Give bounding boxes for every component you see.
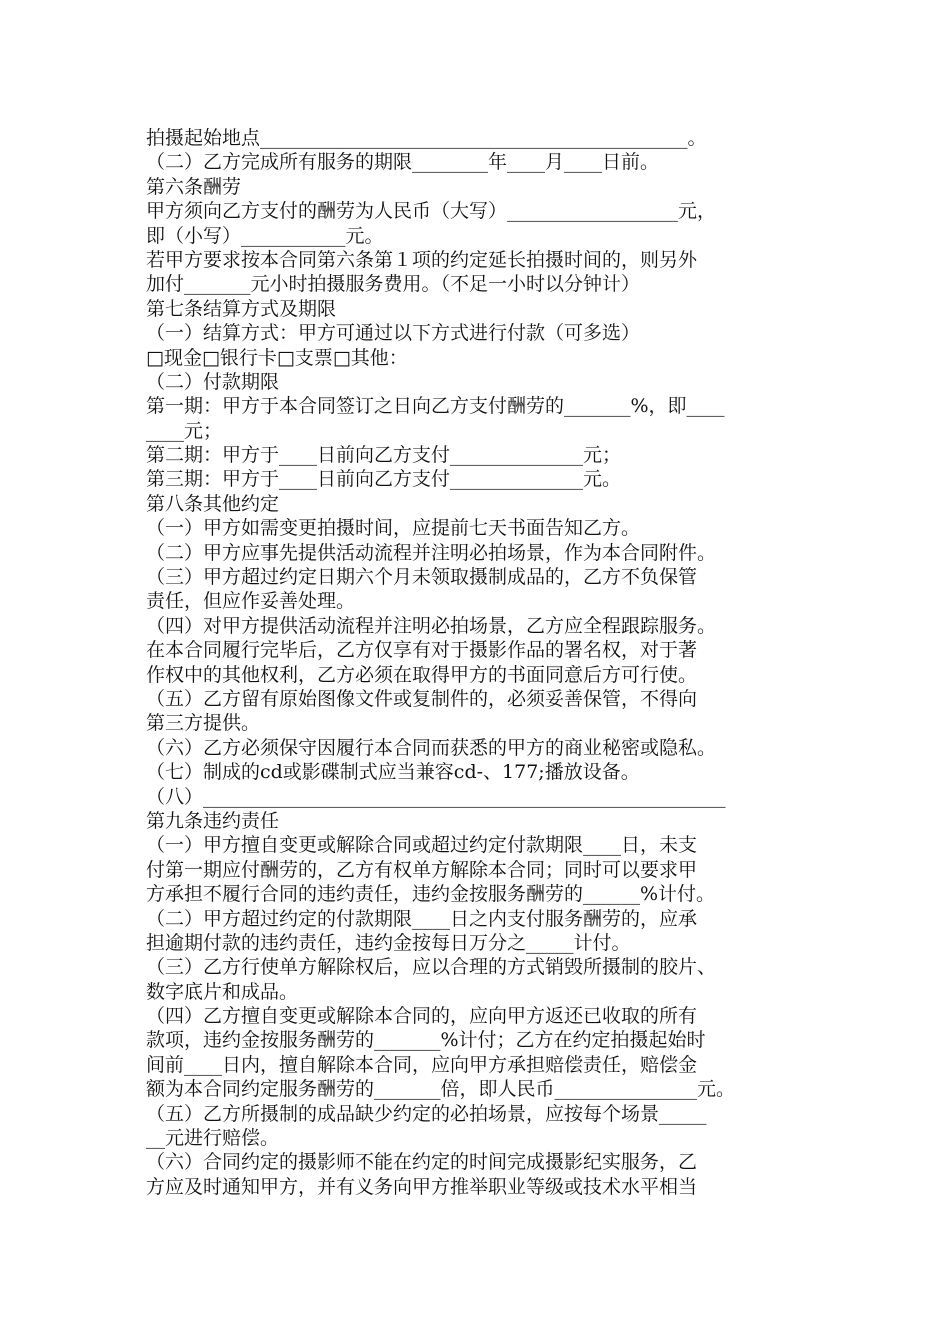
text-line: （三）乙方行使单方解除权后，应以合理的方式销毁所摄制的胶片、 (146, 956, 717, 979)
text-line: 第三方提供。 (146, 712, 261, 735)
text-line: 责任，但应作妥善处理。 (146, 590, 356, 613)
text-line: （五）乙方所摄制的成品缺少约定的必拍场景，应按每个场景_____ (146, 1102, 707, 1125)
text-line: （六）合同约定的摄影师不能在约定的时间完成摄影纪实服务，乙 (146, 1151, 698, 1174)
text-line: 加付_______元小时拍摄服务费用。（不足一小时以分钟计） (146, 273, 641, 296)
text-line: 作权中的其他权利，乙方必须在取得甲方的书面同意后方可行使。 (146, 663, 698, 686)
text-line: （二）付款期限 (146, 370, 280, 393)
text-line: （四）对甲方提供活动流程并注明必拍场景，乙方应全程跟踪服务。 (146, 614, 717, 637)
text-line: 拍摄起始地点_____________________________________________。 (146, 127, 707, 149)
text-line: （八）_______________________________________________________ (146, 785, 726, 808)
text-line: （三）甲方超过约定日期六个月未领取摄制成品的，乙方不负保管 (146, 566, 698, 589)
text-line: 额为本合同约定服务酬劳的_______倍，即人民币_______________元。 (146, 1078, 736, 1101)
text-line: （五）乙方留有原始图像文件或复制件的，必须妥善保管，不得向 (146, 687, 698, 710)
payment-options-line: □现金□银行卡□支票□其他： (146, 346, 408, 369)
text-line: 第三期：甲方于____日前向乙方支付______________元。 (146, 468, 622, 491)
text-line: 间前____日内，擅自解除本合同，应向甲方承担赔偿责任，赔偿金 (146, 1053, 698, 1076)
text-line: 即（小写）___________元。 (146, 224, 384, 247)
text-line: （二）乙方完成所有服务的期限________年____月____日前。 (146, 151, 660, 174)
text-line: （二）甲方超过约定的付款期限____日之内支付服务酬劳的，应承 (146, 907, 698, 930)
text-line: 第二期：甲方于____日前向乙方支付______________元； (146, 444, 622, 467)
text-line: 方应及时通知甲方，并有义务向甲方推举职业等级或技术水平相当 (146, 1175, 698, 1198)
section-heading: 第九条违约责任 (146, 809, 280, 832)
text-line: 付第一期应付酬劳的，乙方有权单方解除本合同；同时可以要求甲 (146, 858, 698, 881)
text-line: （一）甲方擅自变更或解除合同或超过约定付款期限____日，未支 (146, 834, 698, 857)
text-line: （二）甲方应事先提供活动流程并注明必拍场景，作为本合同附件。 (146, 541, 717, 564)
text-line: （一）甲方如需变更拍摄时间，应提前七天书面告知乙方。 (146, 517, 641, 540)
text-line: 甲方须向乙方支付的酬劳为人民币（大写）__________________元， (146, 200, 717, 223)
section-heading: 第八条其他约定 (146, 492, 280, 515)
text-line: 数字底片和成品。 (146, 980, 299, 1003)
text-line: （一）结算方式：甲方可通过以下方式进行付款（可多选） (146, 322, 641, 345)
text-line: 方承担不履行合同的违约责任，违约金按服务酬劳的______%计付。 (146, 883, 716, 906)
section-heading: 第七条结算方式及期限 (146, 297, 337, 320)
text-line: 款项，违约金按服务酬劳的_______%计付；乙方在约定拍摄起始时 (146, 1029, 706, 1052)
text-line: __元进行赔偿。 (146, 1127, 280, 1150)
text-line: 在本合同履行完毕后，乙方仅享有对于摄影作品的署名权，对于著 (146, 639, 698, 662)
text-line: ____元； (146, 419, 223, 442)
text-line: 若甲方要求按本合同第六条第１项的约定延长拍摄时间的，则另外 (146, 248, 698, 271)
section-heading: 第六条酬劳 (146, 175, 242, 198)
contract-page (146, 126, 826, 1199)
text-line: （四）乙方擅自变更或解除本合同的，应向甲方返还已收取的所有 (146, 1005, 698, 1028)
text-line: 担逾期付款的违约责任，违约金按每日万分之_____计付。 (146, 931, 631, 954)
text-line: （六）乙方必须保守因履行本合同而获悉的甲方的商业秘密或隐私。 (146, 736, 717, 759)
text-line: 第一期：甲方于本合同签订之日向乙方支付酬劳的_______%，即____ (146, 395, 725, 418)
text-line: （七）制成的cd或影碟制式应当兼容cd-、177;播放设备。 (146, 761, 640, 784)
